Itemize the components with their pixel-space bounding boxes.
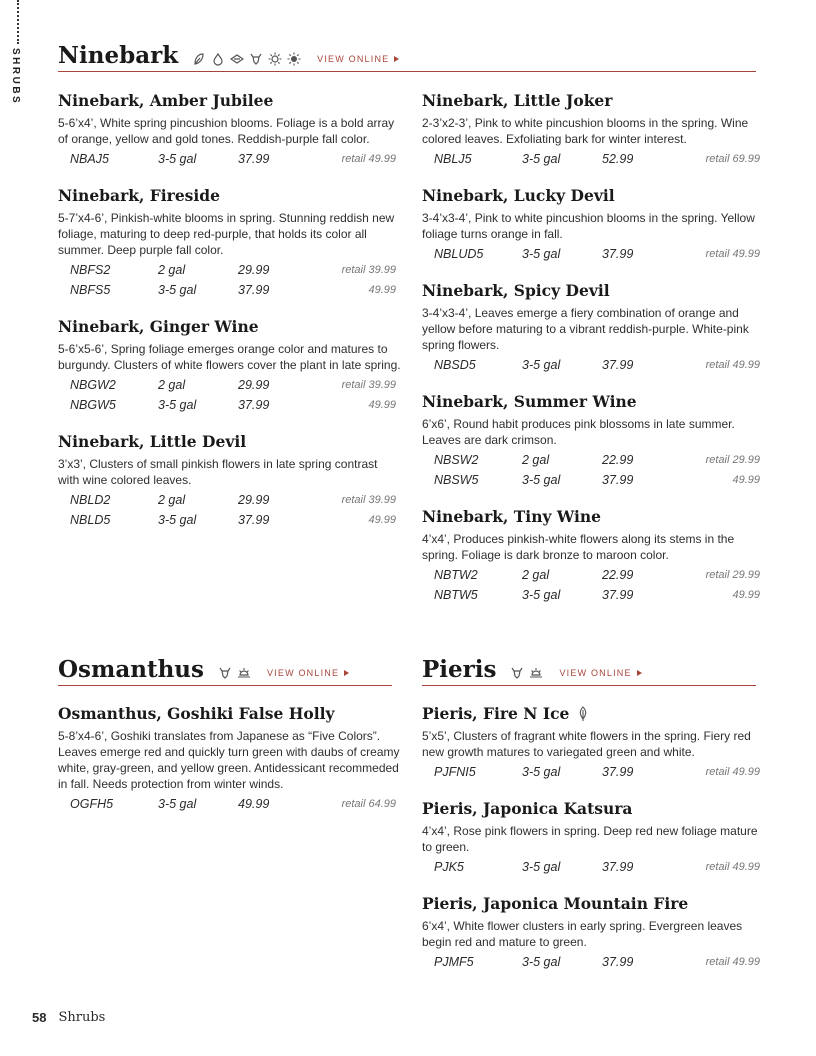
view-online-label: VIEW ONLINE xyxy=(559,668,632,678)
sku-price: 49.99 xyxy=(238,797,270,811)
sku-retail: retail 49.99 xyxy=(705,861,760,873)
sku-code: OGFH5 xyxy=(70,797,114,811)
sku-size: 2 gal xyxy=(158,378,186,392)
product-name-row xyxy=(422,703,766,725)
sku-retail: 49.99 xyxy=(368,514,396,526)
sun-icon xyxy=(268,52,282,66)
product xyxy=(58,185,402,300)
product-name: Ninebark, Spicy Devil xyxy=(422,281,610,300)
sku-price: 29.99 xyxy=(238,493,270,507)
sku-row xyxy=(422,149,766,169)
product-description: 5-7’x4-6’, Pinkish-white blooms in spring. Stunning reddish new foliage, maturing to deep red-purple, that holds its color all summer. Deep purple fall color. xyxy=(58,211,395,257)
product-description: 3’x3’, Clusters of small pinkish flowers in late spring contrast with wine colored leaves. xyxy=(58,457,378,487)
sku-row xyxy=(422,355,766,375)
sku-size: 3-5 gal xyxy=(522,588,561,602)
sku-retail: 49.99 xyxy=(368,399,396,411)
product-name: Ninebark, Little Devil xyxy=(58,432,247,451)
deer-icon xyxy=(510,666,524,680)
sku-price: 22.99 xyxy=(602,453,634,467)
product xyxy=(58,703,402,814)
product-name: Ninebark, Lucky Devil xyxy=(422,186,615,205)
sku-row xyxy=(58,260,402,280)
part-sun-icon xyxy=(287,52,301,66)
view-online-link[interactable] xyxy=(317,54,399,69)
product-description: 6’x6’, Round habit produces pink blossoms in late summer. Leaves are dark crimson. xyxy=(422,417,735,447)
part-sun-icon xyxy=(529,666,543,680)
sku-retail: retail 64.99 xyxy=(341,798,396,810)
sku-row xyxy=(58,395,402,415)
product-description: 5-8’x4-6’, Goshiki translates from Japanese as “Five Colors”. Leaves emerge red and quickly turn green with daubs of creamy white, gray-green, and yellow green. Antidessicant recommeded in fall. Needs protection from winter winds. xyxy=(58,729,400,791)
product xyxy=(422,893,766,972)
product xyxy=(422,506,766,605)
sku-code: NBLJ5 xyxy=(434,152,472,166)
sku-row xyxy=(422,952,766,972)
product xyxy=(58,316,402,415)
deer-icon xyxy=(218,666,232,680)
product xyxy=(422,703,766,782)
sku-row xyxy=(422,244,766,264)
product-name: Pieris, Japonica Mountain Fire xyxy=(422,894,689,913)
sku-size: 3-5 gal xyxy=(158,398,197,412)
variegated-leaf-icon xyxy=(577,706,589,722)
sku-code: NBFS2 xyxy=(70,263,111,277)
sku-row xyxy=(58,490,402,510)
sku-price: 37.99 xyxy=(602,473,634,487)
sku-row xyxy=(58,280,402,300)
sku-code: NBLUD5 xyxy=(434,247,484,261)
sku-price: 37.99 xyxy=(602,955,634,969)
section-title: Ninebark xyxy=(58,42,179,69)
deer-icon xyxy=(249,52,263,66)
sku-price: 52.99 xyxy=(602,152,634,166)
section-header-ninebark xyxy=(58,40,756,72)
sku-code: NBTW2 xyxy=(434,568,478,582)
sku-size: 3-5 gal xyxy=(158,513,197,527)
product-description: 2-3’x2-3’, Pink to white pincushion blooms in the spring. Wine colored leaves. Exfoliating bark for winter interest. xyxy=(422,116,749,146)
sku-price: 22.99 xyxy=(602,568,634,582)
product-description: 6’x4’, White flower clusters in early spring. Evergreen leaves begin red and mature to green. xyxy=(422,919,743,949)
bird-icon xyxy=(230,52,244,66)
part-sun-icon xyxy=(237,666,251,680)
sku-retail: 49.99 xyxy=(732,474,760,486)
sku-retail: retail 39.99 xyxy=(341,264,396,276)
product-description: 5-6’x4’, White spring pincushion blooms. Foliage is a bold array of orange, yellow and gold tones. Reddish-purple fall color. xyxy=(58,116,395,146)
sku-row xyxy=(422,565,766,585)
sku-row xyxy=(422,470,766,490)
sku-price: 37.99 xyxy=(602,860,634,874)
view-online-label: VIEW ONLINE xyxy=(266,668,340,678)
sku-retail: retail 49.99 xyxy=(705,359,760,371)
product-name: Pieris, Japonica Katsura xyxy=(422,799,633,818)
arrow-right-icon xyxy=(394,56,399,62)
sku-code: PJFNI5 xyxy=(434,765,476,779)
side-tab-dots xyxy=(17,0,19,44)
product-name: Ninebark, Summer Wine xyxy=(422,392,637,411)
footer-section-name: Shrubs xyxy=(58,1010,106,1025)
sku-price: 37.99 xyxy=(602,247,634,261)
sku-price: 37.99 xyxy=(238,152,270,166)
drop-icon xyxy=(211,52,225,66)
attribute-icons xyxy=(510,666,543,683)
attribute-icons xyxy=(218,666,251,683)
sku-code: PJK5 xyxy=(434,860,464,874)
section-header-pieris xyxy=(422,654,756,686)
view-online-link[interactable] xyxy=(559,668,641,683)
sku-row xyxy=(422,585,766,605)
sku-code: NBFS5 xyxy=(70,283,111,297)
sku-code: NBLD2 xyxy=(70,493,111,507)
sku-code: PJMF5 xyxy=(434,955,474,969)
sku-retail: retail 49.99 xyxy=(705,956,760,968)
sku-retail: retail 49.99 xyxy=(705,766,760,778)
sku-retail: 49.99 xyxy=(732,589,760,601)
product-description: 5-6’x5-6’, Spring foliage emerges orange color and matures to burgundy. Clusters of white flowers cover the plant in late spring. xyxy=(58,342,401,372)
sku-retail: retail 29.99 xyxy=(705,569,760,581)
product xyxy=(58,90,402,169)
sku-size: 2 gal xyxy=(522,453,550,467)
sku-retail: retail 69.99 xyxy=(705,153,760,165)
product xyxy=(422,185,766,264)
sku-code: NBSD5 xyxy=(434,358,476,372)
leaf-icon xyxy=(192,52,206,66)
sku-price: 37.99 xyxy=(238,398,270,412)
osmanthus-column xyxy=(58,703,402,830)
sku-row xyxy=(422,762,766,782)
product-name: Ninebark, Little Joker xyxy=(422,91,613,110)
sku-price: 37.99 xyxy=(602,588,634,602)
product xyxy=(422,280,766,375)
product-description: 3-4’x3-4’, Pink to white pincushion blooms in the spring. Yellow foliage turns orange in fall. xyxy=(422,211,755,241)
ninebark-left-column xyxy=(58,90,402,546)
sku-row xyxy=(58,794,402,814)
arrow-right-icon xyxy=(344,670,349,676)
sku-retail: retail 49.99 xyxy=(705,248,760,260)
sku-row xyxy=(58,375,402,395)
sku-price: 37.99 xyxy=(238,513,270,527)
sku-price: 37.99 xyxy=(602,765,634,779)
product-name: Osmanthus, Goshiki False Holly xyxy=(58,704,335,723)
sku-code: NBGW2 xyxy=(70,378,116,392)
sku-code: NBTW5 xyxy=(434,588,478,602)
page-number: 58 xyxy=(32,1010,47,1025)
product-name: Pieris, Fire N Ice xyxy=(422,704,570,723)
section-header-osmanthus xyxy=(58,654,392,686)
product-name: Ninebark, Amber Jubilee xyxy=(58,91,274,110)
product xyxy=(422,391,766,490)
sku-code: NBAJ5 xyxy=(70,152,109,166)
sku-size: 3-5 gal xyxy=(522,955,561,969)
sku-size: 3-5 gal xyxy=(522,765,561,779)
sku-row xyxy=(422,450,766,470)
pieris-column xyxy=(422,703,766,988)
product-description: 4’x4’, Rose pink flowers in spring. Deep red new foliage mature to green. xyxy=(422,824,758,854)
product-description: 3-4’x3-4’, Leaves emerge a fiery combination of orange and yellow before maturing to a vibrant reddish-purple. White-pink spring flowers. xyxy=(422,306,749,352)
attribute-icons xyxy=(192,52,301,69)
sku-retail: 49.99 xyxy=(368,284,396,296)
sku-price: 37.99 xyxy=(238,283,270,297)
sku-code: NBSW5 xyxy=(434,473,479,487)
product xyxy=(58,431,402,530)
sku-size: 3-5 gal xyxy=(158,283,197,297)
sku-retail: retail 39.99 xyxy=(341,379,396,391)
sku-size: 2 gal xyxy=(158,493,186,507)
product-name: Ninebark, Fireside xyxy=(58,186,221,205)
sku-price: 29.99 xyxy=(238,378,270,392)
sku-retail: retail 39.99 xyxy=(341,494,396,506)
product-name: Ninebark, Ginger Wine xyxy=(58,317,259,336)
sku-code: NBGW5 xyxy=(70,398,116,412)
sku-size: 2 gal xyxy=(158,263,186,277)
sku-price: 37.99 xyxy=(602,358,634,372)
sku-size: 3-5 gal xyxy=(158,152,197,166)
side-tab-label: SHRUBS xyxy=(10,48,21,106)
side-tab xyxy=(0,0,40,110)
section-title: Pieris xyxy=(422,656,497,683)
sku-row xyxy=(58,149,402,169)
sku-retail: retail 29.99 xyxy=(705,454,760,466)
sku-size: 3-5 gal xyxy=(522,247,561,261)
sku-size: 3-5 gal xyxy=(522,152,561,166)
sku-size: 3-5 gal xyxy=(522,473,561,487)
view-online-link[interactable] xyxy=(267,668,349,683)
ninebark-right-column xyxy=(422,90,766,621)
sku-size: 3-5 gal xyxy=(158,797,197,811)
sku-size: 2 gal xyxy=(522,568,550,582)
page-footer xyxy=(32,1010,105,1025)
product xyxy=(422,798,766,877)
sku-size: 3-5 gal xyxy=(522,860,561,874)
section-title: Osmanthus xyxy=(58,656,204,683)
view-online-label: VIEW ONLINE xyxy=(317,54,390,64)
sku-size: 3-5 gal xyxy=(522,358,561,372)
sku-price: 29.99 xyxy=(238,263,270,277)
product-name: Ninebark, Tiny Wine xyxy=(422,507,602,526)
sku-code: NBLD5 xyxy=(70,513,111,527)
product-description: 5’x5’, Clusters of fragrant white flowers in the spring. Fiery red new growth matures to variegated green and white. xyxy=(422,729,751,759)
arrow-right-icon xyxy=(637,670,642,676)
product xyxy=(422,90,766,169)
product-description: 4’x4’, Produces pinkish-white flowers along its stems in the spring. Foliage is dark bronze to maroon color. xyxy=(422,532,735,562)
sku-code: NBSW2 xyxy=(434,453,479,467)
sku-retail: retail 49.99 xyxy=(341,153,396,165)
sku-row xyxy=(422,857,766,877)
sku-row xyxy=(58,510,402,530)
